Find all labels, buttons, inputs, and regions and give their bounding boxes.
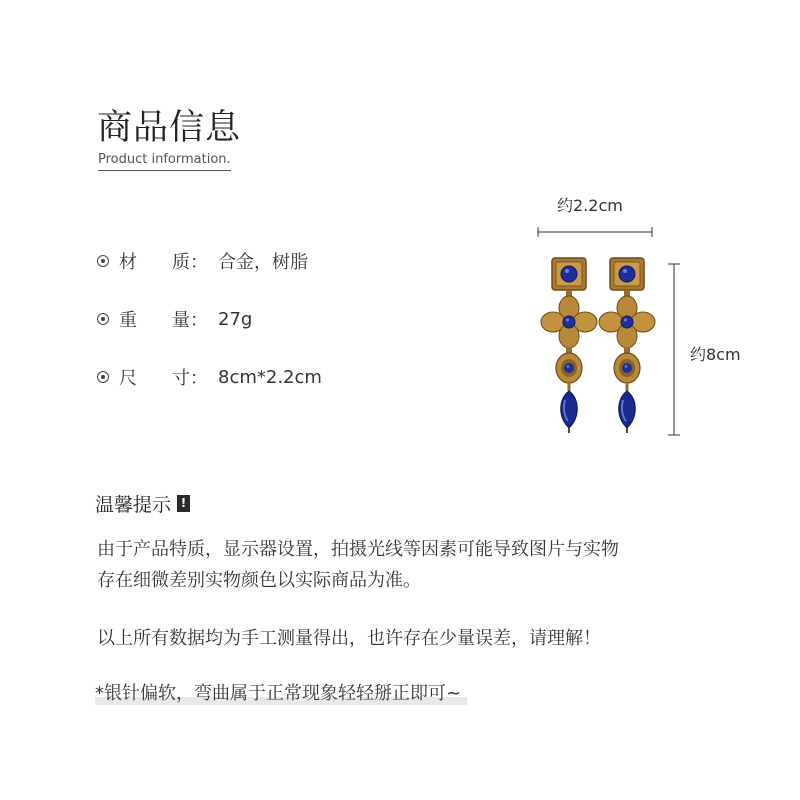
- exclamation-icon: !: [177, 495, 190, 512]
- tip-line-2: 存在细微差别实物颜色以实际商品为准。: [97, 570, 421, 591]
- bullet-icon: [97, 255, 109, 267]
- spec-material: 材 质： 合金，树脂: [97, 248, 308, 274]
- spec-size: 尺 寸： 8cm*2.2cm: [97, 364, 322, 390]
- bullet-icon: [97, 371, 109, 383]
- spec-value: 27g: [218, 308, 253, 330]
- tip-line-4: *银针偏软，弯曲属于正常现象轻轻掰正即可~: [95, 679, 467, 705]
- tip-line-1: 由于产品特质，显示器设置，拍摄光线等因素可能导致图片与实物: [97, 539, 619, 560]
- height-label: 约8cm: [690, 345, 741, 364]
- tip-line-3: 以上所有数据均为手工测量得出，也许存在少量误差，请理解！: [97, 628, 601, 649]
- left-earring: [541, 258, 597, 433]
- spec-value: 8cm*2.2cm: [218, 366, 322, 388]
- width-label: 约2.2cm: [557, 196, 623, 215]
- right-earring: [599, 258, 655, 433]
- spec-value: 合金，树脂: [218, 252, 308, 273]
- page-title: 商品信息: [97, 108, 242, 148]
- tips-title: 温馨提示 !: [95, 490, 190, 517]
- page-subtitle: Product information.: [98, 152, 231, 171]
- spec-weight: 重 量： 27g: [97, 306, 252, 332]
- bullet-icon: [97, 313, 109, 325]
- earrings-illustration: [520, 220, 690, 445]
